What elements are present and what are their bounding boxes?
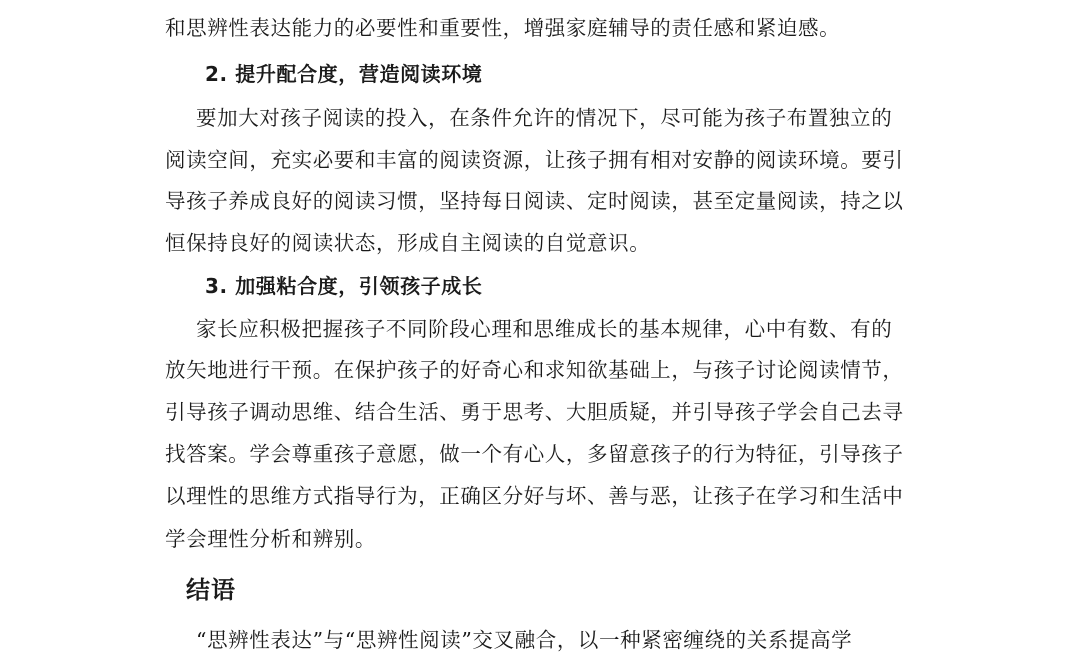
section-3-line-4: 找答案。学会尊重孩子意愿，做一个有心人，多留意孩子的行为特征，引导孩子	[165, 442, 904, 466]
section-3-line-2: 放矢地进行干预。在保护孩子的好奇心和求知欲基础上，与孩子讨论阅读情节，	[165, 358, 904, 382]
intro-line-1: 和思辨性表达能力的必要性和重要性，增强家庭辅导的责任感和紧迫感。	[165, 16, 841, 40]
conclusion-line-1: “思辨性表达”与“思辨性阅读”交叉融合，以一种紧密缠绕的关系提高学	[196, 628, 853, 652]
section-3-heading: 3. 加强粘合度，引领孩子成长	[205, 274, 483, 298]
section-2-line-1: 要加大对孩子阅读的投入，在条件允许的情况下，尽可能为孩子布置独立的	[196, 106, 893, 130]
conclusion-title: 结语	[186, 576, 236, 604]
section-2-line-2: 阅读空间，充实必要和丰富的阅读资源，让孩子拥有相对安静的阅读环境。要引	[165, 148, 904, 172]
section-3-line-3: 引导孩子调动思维、结合生活、勇于思考、大胆质疑，并引导孩子学会自己去寻	[165, 400, 904, 424]
section-2-heading: 2. 提升配合度，营造阅读环境	[205, 62, 483, 86]
section-2-line-4: 恒保持良好的阅读状态，形成自主阅读的自觉意识。	[165, 231, 651, 255]
section-2-line-3: 导孩子养成良好的阅读习惯，坚持每日阅读、定时阅读，甚至定量阅读，持之以	[165, 189, 904, 213]
section-3-line-1: 家长应积极把握孩子不同阶段心理和思维成长的基本规律，心中有数、有的	[196, 317, 893, 341]
section-3-line-6: 学会理性分析和辨别。	[165, 527, 376, 551]
section-3-line-5: 以理性的思维方式指导行为，正确区分好与坏、善与恶，让孩子在学习和生活中	[165, 484, 904, 508]
